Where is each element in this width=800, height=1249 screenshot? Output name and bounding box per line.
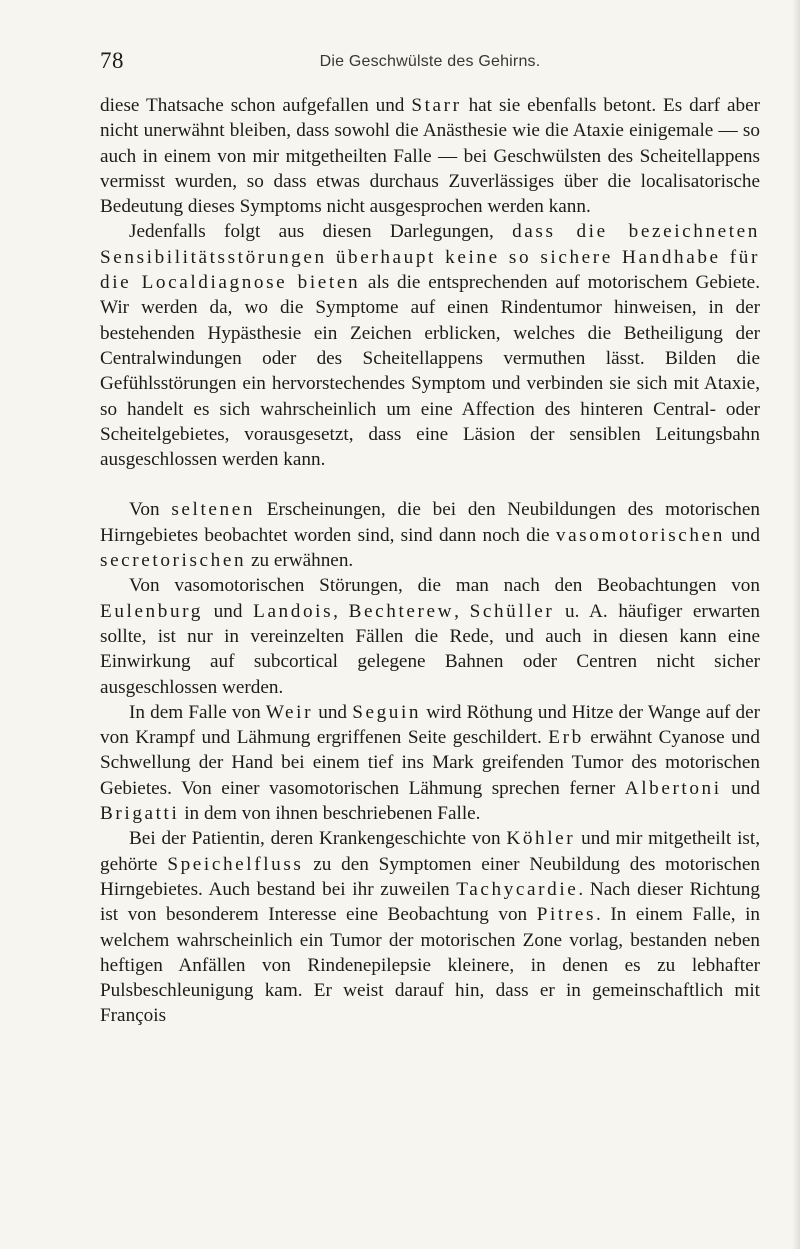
spaced-emphasis: Starr — [411, 95, 462, 116]
spaced-emphasis: Speichelfluss — [167, 853, 304, 875]
text-run: Von vasomotorischen Störungen, die man nach den Beobachtungen von — [129, 575, 760, 597]
spaced-emphasis: Tachycardie — [456, 878, 579, 900]
text-run: und — [313, 701, 353, 723]
text-run: als die entsprechenden auf motorischem Gebiete. Wir werden da, wo die Symptome auf einen Rindentumor hinweisen, in der bestehenden Hypästhesie ein Zeichen erblicken, welches die Betheiligung der Centralwindungen oder des Scheitellappens vermuthen lässt. Bilden die Gefühlsstörungen ein hervorstechendes Symptom und verbinden sie sich mit Ataxie, so handelt es sich wahrscheinlich um eine Affection des hinteren Central- oder Scheitelgebietes, vorausgesetzt, dass eine Läsion der sensiblen Leitungsbahn ausgeschlossen werden kann. — [100, 272, 760, 471]
paragraph — [100, 497, 760, 573]
text-run: In dem Falle von — [129, 701, 266, 723]
spaced-emphasis: Köhler — [506, 828, 576, 850]
page-number: 78 — [100, 48, 124, 73]
spaced-emphasis: secretorischen — [100, 550, 247, 572]
text-run: , — [454, 600, 470, 622]
text-run: und — [202, 600, 254, 622]
paragraph — [100, 219, 760, 472]
paragraph — [100, 573, 760, 699]
spaced-emphasis: Weir — [265, 701, 314, 723]
page-edge-shadow — [792, 0, 800, 1249]
text-run: hat sie ebenfalls betont. Es darf aber nicht unerwähnt bleiben, dass sowohl die Anästhesie wie die Ataxie einigemale — so auch in einem von mir mitgetheilten Falle — bei Geschwülsten des Scheitellappens vermisst wurden, so dass etwas durchaus Zuverlässiges über die localisatorische Bedeutung dieses Symptoms nicht ausgesprochen werden kann. — [100, 95, 760, 218]
page-header — [100, 48, 760, 78]
text-run: Von — [129, 499, 172, 521]
text-run: . In einem Falle, in welchem wahrscheinlich ein Tumor der motorischen Zone vorlag, bestanden neben heftigen Anfällen von Rindenepilepsie kleinere, in denen es zu lebhafter Pulsbeschleunigung kam. Er weist darauf hin, dass er in gemeinschaftlich mit François — [100, 904, 761, 1027]
running-title: Die Geschwülste des Gehirns. — [319, 53, 541, 70]
text-run: diese Thatsache schon aufgefallen und — [100, 95, 412, 116]
body-text — [100, 93, 760, 1029]
text-run: und — [721, 777, 760, 799]
spaced-emphasis: vasomotorischen — [555, 524, 725, 546]
spaced-emphasis: Erb — [548, 727, 584, 749]
text-run: Erscheinungen, die bei den Neubildungen des motorischen Hirngebietes beobachtet worden sind, sind dann noch die — [100, 499, 760, 546]
spaced-emphasis: dass die bezeichneten Sensibilitätsstörungen überhaupt keine so sichere Handhabe für die Localdiagnose bieten — [100, 221, 760, 294]
text-run: zu erwähnen. — [246, 550, 354, 572]
text-run: , — [333, 600, 349, 622]
text-run: Bei der Patientin, deren Krankengeschichte von — [129, 828, 507, 850]
text-run: u. A. häufiger erwarten sollte, ist nur in vereinzelten Fällen die Rede, und auch in diesen kann eine Einwirkung auf subcortical gelegene Bahnen oder Centren nicht sicher ausgeschlossen werden. — [100, 600, 761, 698]
text-run: und mir mitgetheilt ist, gehörte — [100, 828, 760, 875]
paragraph — [100, 93, 760, 219]
spaced-emphasis: Seguin — [352, 701, 422, 723]
spaced-emphasis: Bechterew — [348, 600, 455, 622]
spaced-emphasis: Brigatti — [100, 803, 180, 825]
text-run: in dem von ihnen beschriebenen Falle. — [179, 803, 481, 825]
paragraph — [100, 700, 760, 826]
spaced-emphasis: Eulenburg — [100, 600, 203, 622]
spaced-emphasis: Landois — [253, 600, 334, 622]
paragraph — [100, 826, 760, 1028]
text-run: und — [724, 524, 760, 546]
spaced-emphasis: Pitres — [536, 904, 597, 926]
text-run: zu den Symptomen einer Neubildung des motorischen Hirngebietes. Auch bestand bei ihr zuweilen — [100, 853, 760, 900]
spaced-emphasis: Schüller — [469, 600, 555, 622]
text-run: erwähnt Cyanose und Schwellung der Hand bei einem tief ins Mark greifenden Tumor des motorischen Gebietes. Von einer vasomotorischen Lähmung sprechen ferner — [100, 727, 760, 799]
spaced-emphasis: seltenen — [171, 499, 256, 521]
text-run: Jedenfalls folgt aus diesen Darlegungen, — [129, 221, 513, 243]
text-run: wird Röthung und Hitze der Wange auf der von Krampf und Lähmung ergriffenen Seite geschildert. — [100, 701, 760, 749]
text-run: . Nach dieser Richtung ist von besonderem Interesse eine Beobachtung von — [100, 878, 760, 926]
spaced-emphasis: Albertoni — [624, 777, 722, 799]
